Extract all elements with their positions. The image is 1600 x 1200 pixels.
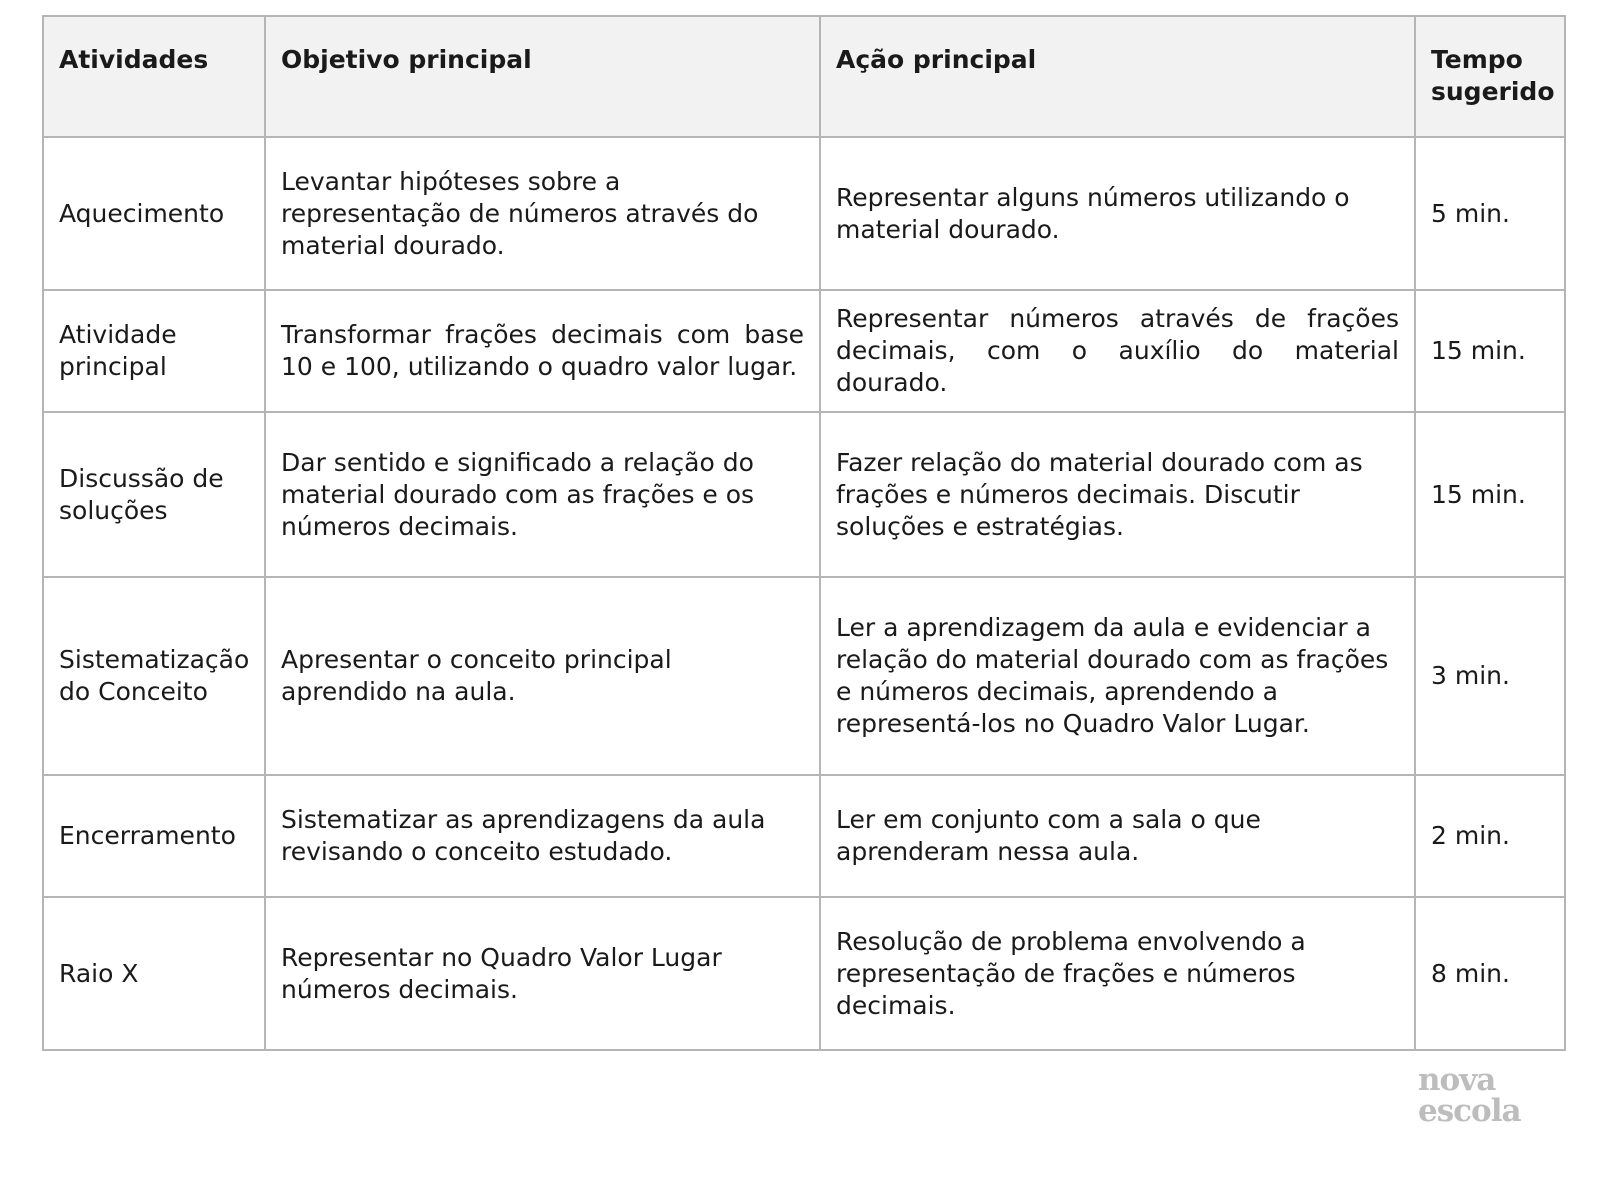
cell-objetivo: Transformar frações decimais com base 10 e 100, utilizando o quadro valor lugar. [265, 290, 820, 412]
cell-objetivo: Levantar hipóteses sobre a representação de números através do material dourado. [265, 137, 820, 290]
table-row [43, 137, 1565, 290]
table-row [43, 412, 1565, 577]
cell-atividade: Aquecimento [43, 137, 265, 290]
logo-line-escola: escola [1418, 1093, 1521, 1129]
cell-acao: Ler em conjunto com a sala o que aprenderam nessa aula. [820, 775, 1415, 897]
cell-objetivo: Representar no Quadro Valor Lugar números decimais. [265, 897, 820, 1050]
cell-atividade: Discussão de soluções [43, 412, 265, 577]
cell-acao: Resolução de problema envolvendo a representação de frações e números decimais. [820, 897, 1415, 1050]
cell-tempo: 15 min. [1415, 412, 1565, 577]
cell-atividade: Atividade principal [43, 290, 265, 412]
cell-atividade: Encerramento [43, 775, 265, 897]
cell-acao: Ler a aprendizagem da aula e evidenciar a relação do material dourado com as frações e números decimais, aprendendo a representá-los no Quadro Valor Lugar. [820, 577, 1415, 775]
nova-escola-logo [1418, 1062, 1558, 1129]
logo-line-nova: nova [1418, 1062, 1496, 1098]
cell-tempo: 2 min. [1415, 775, 1565, 897]
cell-acao: Fazer relação do material dourado com as frações e números decimais. Discutir soluções e estratégias. [820, 412, 1415, 577]
cell-objetivo: Dar sentido e significado a relação do material dourado com as frações e os números decimais. [265, 412, 820, 577]
cell-acao: Representar números através de frações decimais, com o auxílio do material dourado. [820, 290, 1415, 412]
cell-tempo: 3 min. [1415, 577, 1565, 775]
header-tempo-sugerido: Tempo sugerido [1415, 16, 1565, 137]
lesson-plan-table [42, 15, 1566, 1051]
header-acao-principal: Ação principal [820, 16, 1415, 137]
lesson-plan-table-container [42, 15, 1564, 1051]
cell-tempo: 15 min. [1415, 290, 1565, 412]
cell-atividade: Raio X [43, 897, 265, 1050]
header-objetivo-principal: Objetivo principal [265, 16, 820, 137]
cell-objetivo: Apresentar o conceito principal aprendido na aula. [265, 577, 820, 775]
cell-acao: Representar alguns números utilizando o material dourado. [820, 137, 1415, 290]
table-row [43, 775, 1565, 897]
table-row [43, 290, 1565, 412]
table-row [43, 577, 1565, 775]
cell-tempo: 5 min. [1415, 137, 1565, 290]
table-row [43, 897, 1565, 1050]
table-header-row [43, 16, 1565, 137]
cell-tempo: 8 min. [1415, 897, 1565, 1050]
header-atividades: Atividades [43, 16, 265, 137]
cell-objetivo: Sistematizar as aprendizagens da aula revisando o conceito estudado. [265, 775, 820, 897]
cell-atividade: Sistematização do Conceito [43, 577, 265, 775]
